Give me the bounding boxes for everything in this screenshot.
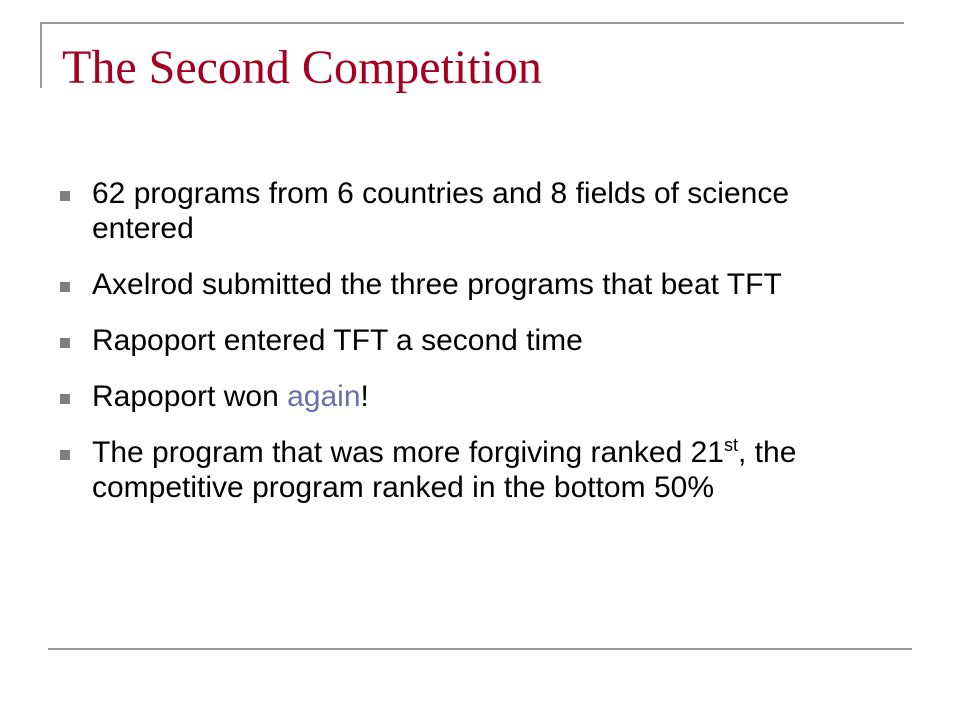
bullet-text-2: Axelrod submitted the three programs that beat TFT	[92, 268, 782, 301]
slide-title: The Second Competition	[62, 41, 542, 94]
highlighted-word-again: again	[287, 380, 361, 413]
bullet-item-5	[60, 435, 890, 505]
bullet-list	[60, 176, 890, 505]
bullet-text-1: 62 programs from 6 countries and 8 fields of science entered	[92, 177, 790, 245]
bullet-text-4-after: !	[360, 380, 369, 413]
frame-bottom-line	[48, 648, 912, 650]
bullet-item-3	[60, 323, 890, 358]
bullet-text-5-before: The program that was more forgiving ranked 21	[92, 436, 724, 469]
square-bullet-icon	[60, 394, 70, 404]
bullet-text-4-before: Rapoport won	[92, 380, 288, 413]
bullet-item-2	[60, 267, 890, 302]
bullet-text-3: Rapoport entered TFT a second time	[92, 324, 583, 357]
ordinal-superscript: st	[723, 435, 738, 455]
bullet-item-1	[60, 176, 890, 246]
square-bullet-icon	[60, 338, 70, 348]
square-bullet-icon	[60, 282, 70, 292]
bullet-text-5-after: , the competitive program ranked in the bottom 50%	[92, 436, 797, 504]
frame-left-line	[40, 22, 42, 88]
square-bullet-icon	[60, 191, 70, 201]
square-bullet-icon	[60, 450, 70, 460]
bullet-item-4	[60, 379, 890, 414]
frame-top-line	[40, 22, 904, 24]
